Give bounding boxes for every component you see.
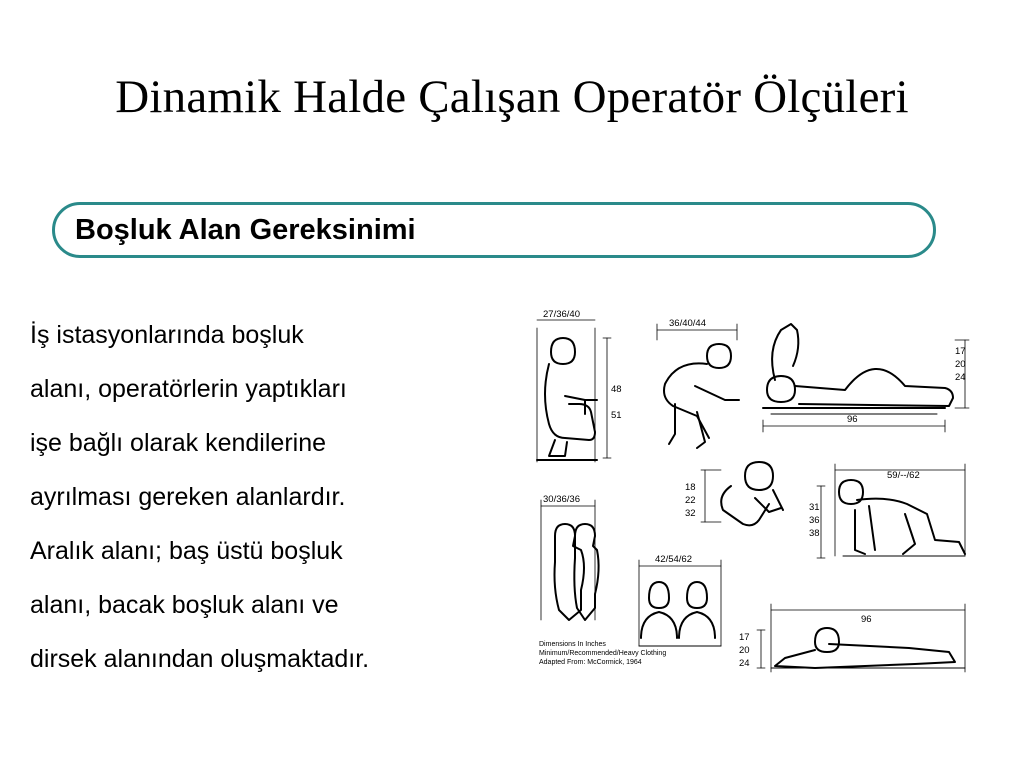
figure-drawing (525, 300, 980, 690)
dim-label: 51 (611, 410, 622, 421)
body-line: alanı, bacak boşluk alanı ve (30, 591, 339, 619)
dim-label: 36/40/44 (669, 318, 706, 329)
frontal-torsos (639, 560, 721, 646)
dim-label: 32 (685, 508, 696, 519)
crouching-figure (537, 320, 611, 462)
figure-caption: Minimum/Recommended/Heavy Clothing (539, 650, 667, 657)
dim-label: 24 (739, 658, 750, 669)
body-line: ayrılması gereken alanlardır. (30, 483, 346, 511)
body-line: Aralık alanı; baş üstü boşluk (30, 537, 343, 565)
body-line: dirsek alanından oluşmaktadır. (30, 645, 370, 673)
body-line: alanı, operatörlerin yaptıkları (30, 375, 347, 403)
body-paragraph (30, 308, 510, 686)
dim-label: 59/--/62 (887, 470, 920, 481)
dim-label: 20 (739, 645, 750, 656)
dim-label: 38 (809, 528, 820, 539)
dim-label: 31 (809, 502, 820, 513)
crawling-figure (701, 462, 783, 525)
figure-caption: Adapted From: McCormick, 1964 (539, 659, 642, 666)
dim-label: 22 (685, 495, 696, 506)
dim-label: 96 (861, 614, 872, 625)
figure-caption: Dimensions In Inches (539, 641, 606, 648)
slide-title: Dinamik Halde Çalışan Operatör Ölçüleri (115, 71, 909, 123)
dim-label: 17 (739, 632, 750, 643)
anthropometric-figure (525, 300, 980, 690)
body-line: işe bağlı olarak kendilerine (30, 429, 327, 457)
subtitle-box (52, 202, 936, 258)
dim-label: 24 (955, 372, 966, 383)
dim-label: 20 (955, 359, 966, 370)
dim-label: 27/36/40 (543, 309, 580, 320)
subtitle-text: Boşluk Alan Gereksinimi (75, 214, 416, 246)
dim-label: 36 (809, 515, 820, 526)
dim-label: 96 (847, 414, 858, 425)
dim-label: 17 (955, 346, 966, 357)
standing-side-figures (541, 500, 599, 620)
body-line: İş istasyonlarında boşluk (30, 321, 304, 349)
bending-figure (657, 324, 739, 448)
dim-label: 18 (685, 482, 696, 493)
dim-label: 42/54/62 (655, 554, 692, 565)
dim-label: 30/36/36 (543, 494, 580, 505)
reclining-figure (763, 324, 969, 432)
dim-label: 48 (611, 384, 622, 395)
